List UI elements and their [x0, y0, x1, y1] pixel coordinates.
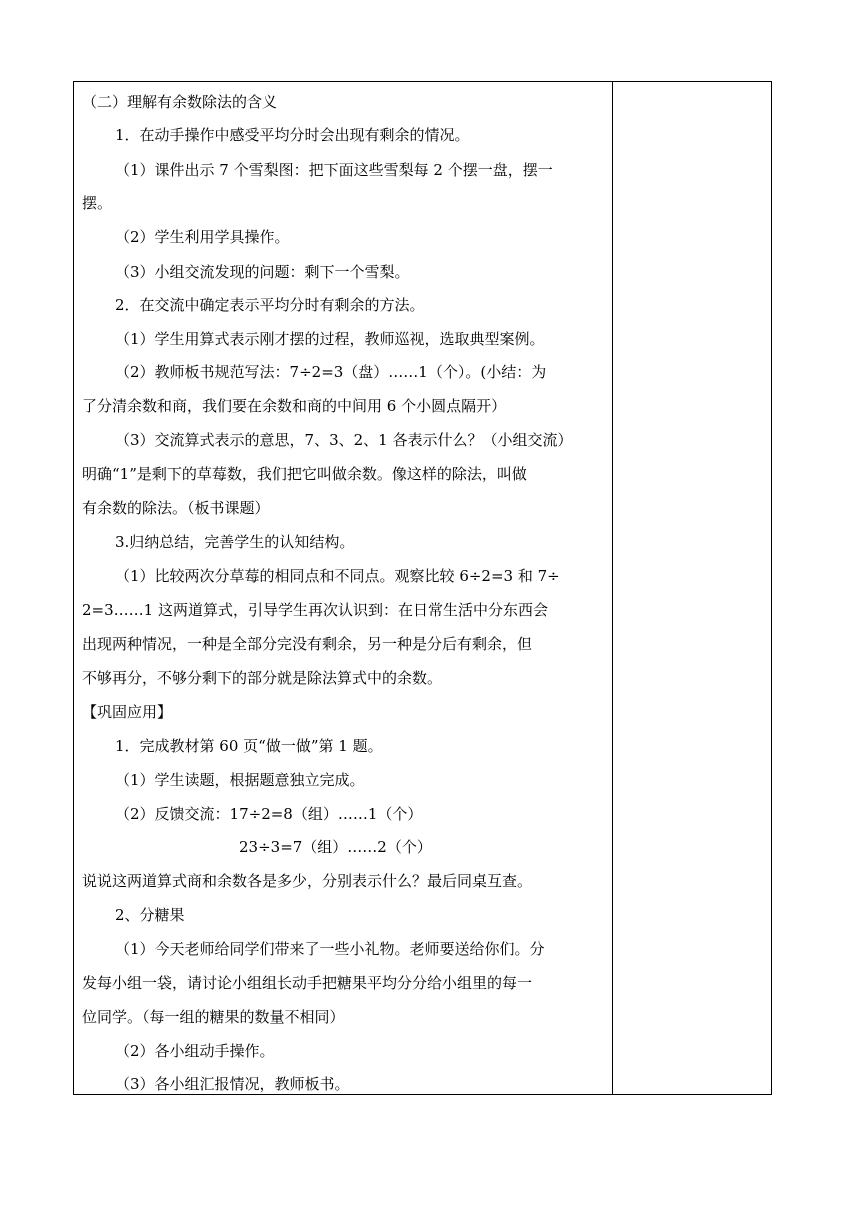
text-line: 不够再分，不够分剩下的部分就是除法算式中的余数。	[82, 669, 443, 687]
text-line: （3）各小组汇报情况，教师板书。	[115, 1075, 350, 1093]
text-line: 2、分糖果	[115, 906, 185, 924]
text-line: 出现两种情况，一种是全部分完没有剩余，另一种是分后有剩余，但	[82, 635, 533, 653]
lesson-table	[73, 81, 772, 1095]
text-line: 位同学。（每一组的糖果的数量不相同）	[82, 1008, 345, 1026]
text-line: 有余数的除法。（板书课题）	[82, 499, 270, 517]
text-line: 23÷3=7（组）……2（个）	[239, 838, 432, 856]
notes-cell	[613, 82, 771, 1094]
lesson-content-cell	[74, 82, 613, 1094]
text-line: （2）反馈交流：17÷2=8（组）……1（个）	[115, 805, 423, 823]
text-line: 3.归纳总结，完善学生的认知结构。	[115, 533, 355, 551]
text-line: （1）课件出示 7 个雪梨图：把下面这些雪梨每 2 个摆一盘，摆一	[115, 161, 553, 179]
text-line: （1）学生读题，根据题意独立完成。	[115, 771, 365, 789]
text-line: 说说这两道算式商和余数各是多少，分别表示什么？最后同桌互查。	[82, 872, 533, 890]
text-line: 摆。	[82, 194, 113, 212]
text-line: 1．在动手操作中感受平均分时会出现有剩余的情况。	[115, 126, 470, 144]
text-line: （2）各小组动手操作。	[115, 1042, 275, 1060]
text-line: （1）比较两次分草莓的相同点和不同点。观察比较 6÷2=3 和 7÷	[115, 567, 560, 585]
text-line: （3）交流算式表示的意思，7、3、2、1 各表示什么？（小组交流）	[115, 431, 573, 449]
section-heading: （二）理解有余数除法的含义	[82, 93, 278, 111]
section-heading: 【巩固应用】	[82, 703, 173, 721]
text-line: 2=3……1 这两道算式，引导学生再次认识到：在日常生活中分东西会	[82, 601, 548, 619]
text-line: 了分清余数和商，我们要在余数和商的中间用 6 个小圆点隔开）	[82, 397, 507, 415]
text-line: （1）今天老师给同学们带来了一些小礼物。老师要送给你们。分	[115, 940, 545, 958]
text-line: 2．在交流中确定表示平均分时有剩余的方法。	[115, 296, 425, 314]
text-line: （2）教师板书规范写法：7÷2=3（盘）……1（个）。(小结：为	[115, 363, 547, 381]
text-line: 明确“1”是剩下的草莓数，我们把它叫做余数。像这样的除法，叫做	[82, 465, 527, 483]
text-line: （3）小组交流发现的问题：剩下一个雪梨。	[115, 263, 410, 281]
text-line: （1）学生用算式表示刚才摆的过程，教师巡视，选取典型案例。	[115, 330, 545, 348]
text-line: 1．完成教材第 60 页“做一做”第 1 题。	[115, 737, 383, 755]
text-line: 发每小组一袋，请讨论小组组长动手把糖果平均分分给小组里的每一	[82, 974, 533, 992]
text-line: （2）学生利用学具操作。	[115, 228, 290, 246]
